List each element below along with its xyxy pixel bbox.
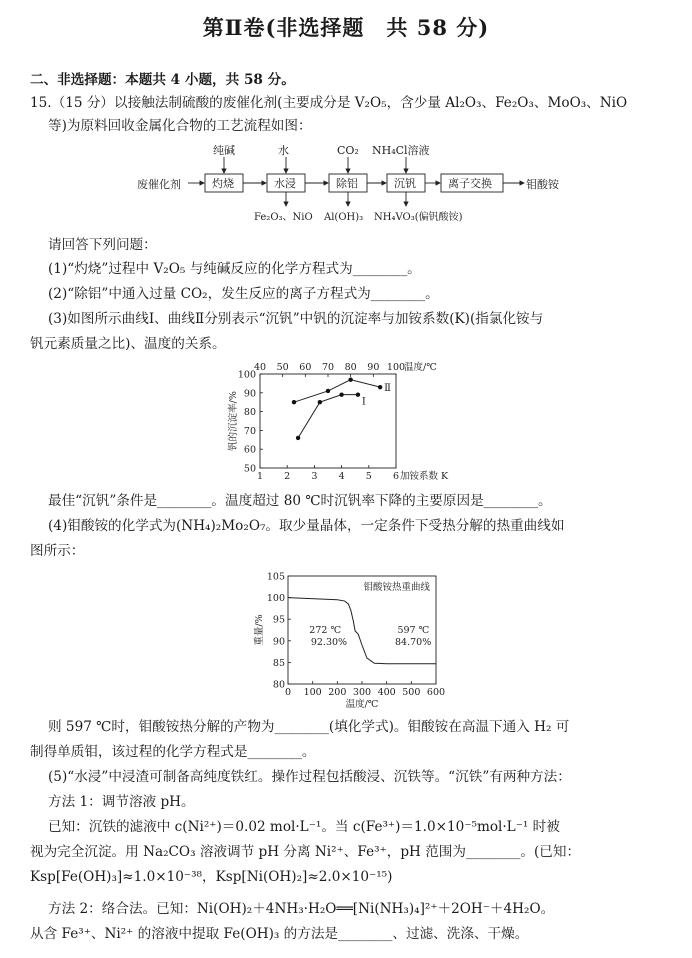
data-point	[292, 400, 296, 404]
x-tick-label: 6	[392, 471, 400, 482]
y-tick-label: 70	[243, 425, 256, 437]
flow-step-ion-exchange: 离子交换	[448, 177, 492, 190]
question-intro-line2: 等)为原料回收金属化合物的工艺流程如图：	[48, 118, 312, 134]
x2-tick-label: 90	[367, 362, 380, 373]
flow-reagent-soda: 纯碱	[213, 144, 235, 157]
y-tick-label: 90	[243, 388, 256, 400]
annotation-597-temp: 597 ℃	[397, 624, 430, 636]
series-line-2	[294, 380, 380, 403]
part3-question: 最佳“沉钒”条件是________。温度超过 80 ℃时沉钒率下降的主要原因是________。	[48, 493, 552, 509]
x-tick-label: 0	[284, 687, 292, 698]
x2-tick-label: 40	[253, 362, 267, 373]
part5-method1: 方法 1：调节溶液 pH。	[48, 794, 195, 810]
part5-known-line1: 已知：沉铁的滤液中 c(Ni²⁺)＝0.02 mol·L⁻¹。当 c(Fe³⁺)＝1.0×10⁻⁵mol·L⁻¹ 时被	[48, 819, 560, 835]
y-axis-label: 钒的沉淀率/%	[228, 391, 239, 451]
y-tick-label: 60	[243, 444, 256, 456]
vanadium-precipitation-chart	[200, 356, 500, 488]
part5-question: 从含 Fe³⁺、Ni²⁺ 的溶液中提取 Fe(OH)₃ 的方法是________、过滤、洗涤、干燥。	[30, 926, 529, 942]
y-tick-label: 80	[272, 679, 285, 691]
series-line-1	[298, 395, 358, 438]
x-tick-label: 1	[256, 471, 264, 482]
annotation-272-temp: 272 ℃	[309, 624, 342, 636]
question-intro-line1: 15.（15 分）以接触法制硫酸的废催化剂(主要成分是 V₂O₅，含少量 Al₂O₃、Fe₂O₃、MoO₃、NiO	[30, 95, 628, 111]
x-tick-label: 400	[377, 687, 396, 698]
series-label-1: Ⅰ	[361, 396, 366, 408]
flow-reagent-co2: CO₂	[337, 144, 359, 157]
part4-text-line1: (4)钼酸铵的化学式为(NH₄)₂Mo₂O₇。取少量晶体，一定条件下受热分解的热重曲线如	[48, 518, 565, 534]
section-heading: 二、非选择题：本题共 4 小题，共 58 分。	[30, 72, 295, 88]
part1-text: (1)“灼烧”过程中 V₂O₅ 与纯碱反应的化学方程式为________。	[48, 261, 421, 277]
data-point	[296, 436, 300, 440]
flow-start-label: 废催化剂	[137, 178, 181, 191]
x2-tick-label: 80	[344, 362, 357, 373]
answer-prompt: 请回答下列问题：	[48, 237, 157, 253]
y-tick-label: 90	[272, 636, 285, 648]
x2-tick-label: 60	[299, 362, 312, 373]
flow-step-al-removal: 除铝	[336, 177, 358, 190]
part2-text: (2)“除铝”中通入过量 CO₂，发生反应的离子方程式为________。	[48, 286, 439, 302]
x2-tick-label: 50	[276, 362, 289, 373]
x-tick-label: 200	[328, 687, 347, 698]
flow-step-leach: 水浸	[274, 177, 296, 190]
y-tick-label: 100	[266, 593, 285, 605]
flow-reagent-water: 水	[278, 144, 289, 157]
part5-ksp-values: Ksp[Fe(OH)₃]≈1.0×10⁻³⁸，Ksp[Ni(OH)₂]≈2.0×10⁻¹⁵)	[30, 869, 393, 885]
data-point	[356, 392, 360, 396]
x-tick-label: 100	[303, 687, 322, 698]
x-axis-label: 加铵系数 K	[400, 471, 449, 482]
flow-step-v-precip: 沉钒	[394, 177, 416, 190]
flow-step-roast: 灼烧	[212, 177, 234, 190]
x-axis-label: 温度/℃	[345, 699, 379, 708]
annotation-272-value: 92.30%	[310, 636, 348, 648]
thermogravimetric-chart	[244, 566, 454, 708]
data-point	[348, 377, 352, 381]
y-tick-label: 105	[266, 571, 285, 583]
part5-text-line1: (5)“水浸”中浸渣可制备高纯度铁红。操作过程包括酸浸、沉铁等。“沉铁”有两种方法：	[48, 769, 571, 785]
series-label-2: Ⅱ	[384, 383, 391, 395]
chart-title: 钼酸铵热重曲线	[363, 582, 430, 593]
part4-text-line2: 图所示：	[30, 543, 85, 559]
y-tick-label: 95	[272, 614, 285, 626]
flow-end-label: 钼酸铵	[526, 178, 559, 191]
x-tick-label: 5	[365, 471, 372, 482]
y-tick-label: 85	[272, 657, 285, 669]
part5-method2: 方法 2：络合法。已知：Ni(OH)₂＋4NH₃·H₂O══[Ni(NH₃)₄]²⁺＋2OH⁻＋4H₂O。	[48, 901, 555, 917]
x2-tick-label: 100	[386, 362, 406, 373]
page-title: 第Ⅱ卷(非选择题 共 58 分)	[202, 15, 490, 40]
annotation-597-value: 84.70%	[395, 636, 432, 648]
x-tick-label: 4	[338, 471, 345, 482]
flow-reagent-nh4cl: NH₄Cl溶液	[372, 144, 430, 157]
part5-known-line2: 视为完全沉淀。用 Na₂CO₃ 溶液调节 pH 分离 Ni²⁺、Fe³⁺，pH 范围为________。(已知：	[30, 844, 581, 860]
part3-text-line2: 钒元素质量之比)、温度的关系。	[30, 336, 226, 352]
data-point	[339, 392, 343, 396]
data-point	[326, 389, 330, 393]
y-axis-label: 重量/%	[254, 614, 265, 646]
part4-question-line2: 制得单质钼，该过程的化学方程式是________。	[30, 744, 316, 760]
x2-tick-label: 70	[321, 362, 335, 373]
y-tick-label: 100	[237, 369, 256, 381]
x2-axis-label: 温度/℃	[404, 362, 437, 373]
x-tick-label: 500	[402, 687, 421, 698]
flow-product-fe2o3-nio: Fe₂O₃、NiO	[254, 212, 313, 223]
y-tick-label: 80	[243, 407, 256, 419]
part4-question-line1: 则 597 ℃时，钼酸铵热分解的产物为________(填化学式)。钼酸铵在高温下通入 H₂ 可	[48, 719, 570, 735]
x-tick-label: 3	[311, 471, 318, 482]
x-tick-label: 300	[352, 687, 372, 698]
data-point	[378, 385, 382, 389]
part3-text-line1: (3)如图所示曲线Ⅰ、曲线Ⅱ分别表示“沉钒”中钒的沉淀率与加铵系数(K)(指氯化铵与	[48, 311, 544, 327]
x-tick-label: 600	[426, 687, 446, 698]
plot-frame	[260, 374, 396, 468]
flow-product-nh4vo3: NH₄VO₃(偏钒酸铵)	[374, 212, 463, 223]
x-tick-label: 2	[284, 471, 291, 482]
flow-product-aloh3: Al(OH)₃	[324, 212, 364, 223]
process-flow-diagram	[0, 140, 692, 232]
y-tick-label: 50	[243, 463, 256, 475]
data-point	[318, 400, 322, 404]
